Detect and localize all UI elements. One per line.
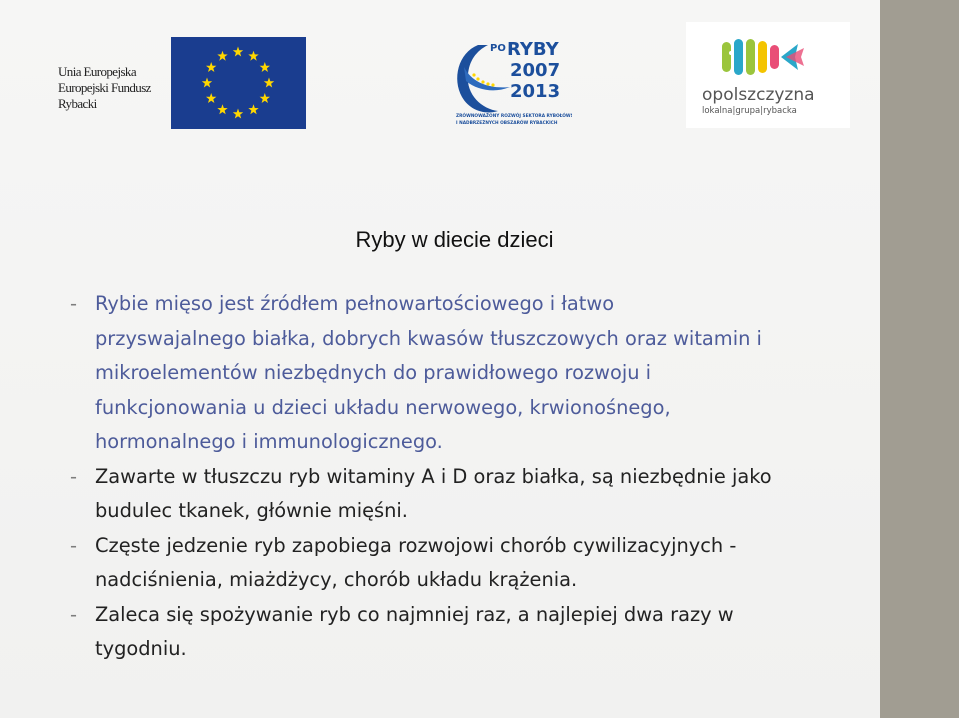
- bullet-line: Zaleca się spożywanie ryb co najmniej raz, a najlepiej dwa razy w: [95, 602, 734, 626]
- bullet-dash: -: [70, 533, 77, 557]
- poryby-year-start: 2007: [510, 60, 561, 81]
- header-line-1: Unia Europejska: [58, 64, 137, 79]
- fish-icon: [722, 39, 804, 75]
- poryby-po: PO: [490, 43, 506, 54]
- header-organization-text: [58, 64, 178, 112]
- bullet-dash: -: [70, 602, 77, 626]
- bullet-list: [70, 287, 860, 667]
- bullet-item: [70, 460, 860, 529]
- bullet-line: budulec tkanek, głównie mięśni.: [95, 499, 408, 522]
- bullet-line: Częste jedzenie ryb zapobiega rozwojowi chorób cywilizacyjnych -: [95, 533, 737, 557]
- eu-flag-logo: [171, 37, 306, 129]
- bullet-item: [70, 598, 860, 667]
- opolszczyzna-tagline: lokalna|grupa|rybacka: [702, 106, 797, 116]
- bullet-dash: -: [70, 464, 77, 488]
- opolszczyzna-name: opolszczyzna: [702, 85, 815, 105]
- poryby-word: RYBY: [507, 39, 559, 60]
- bullet-line: Zawarte w tłuszczu ryb witaminy A i D oraz białka, są niezbędnie jako: [95, 464, 772, 488]
- bullet-line: mikroelementów niezbędnych do prawidłowego rozwoju i: [95, 361, 652, 384]
- bullet-line: Rybie mięso jest źródłem pełnowartościowego i łatwo: [95, 292, 615, 315]
- bullet-line: hormonalnego i immunologicznego.: [95, 430, 443, 453]
- bullet-line: nadciśnienia, miażdżycy, chorób układu krążenia.: [95, 568, 578, 591]
- bullet-line: tygodniu.: [95, 637, 187, 660]
- poryby-year-end: 2013: [510, 81, 561, 102]
- header-line-3: Rybacki: [58, 96, 97, 111]
- eu-stars-icon: [171, 37, 306, 129]
- po-ryby-logo: [452, 37, 572, 129]
- poryby-caption-2: I NADBRZEŻNYCH OBSZARÓW RYBACKICH: [456, 121, 558, 126]
- bullet-line: funkcjonowania u dzieci układu nerwowego, krwionośnego,: [95, 395, 671, 419]
- slide-title: Ryby w diecie dzieci: [355, 226, 554, 252]
- bullet-line: przyswajalnego białka, dobrych kwasów tłuszczowych oraz witamin i: [95, 326, 762, 350]
- bullet-item: [70, 287, 860, 460]
- header-line-2: Europejski Fundusz: [58, 80, 151, 95]
- opolszczyzna-logo: [686, 22, 850, 128]
- right-decorative-bar: [880, 0, 959, 718]
- bullet-dash: -: [70, 292, 77, 315]
- bullet-item: [70, 529, 860, 598]
- poryby-caption-1: ZRÓWNOWAŻONY ROZWÓJ SEKTORA RYBOŁÓWSTWA: [456, 114, 572, 119]
